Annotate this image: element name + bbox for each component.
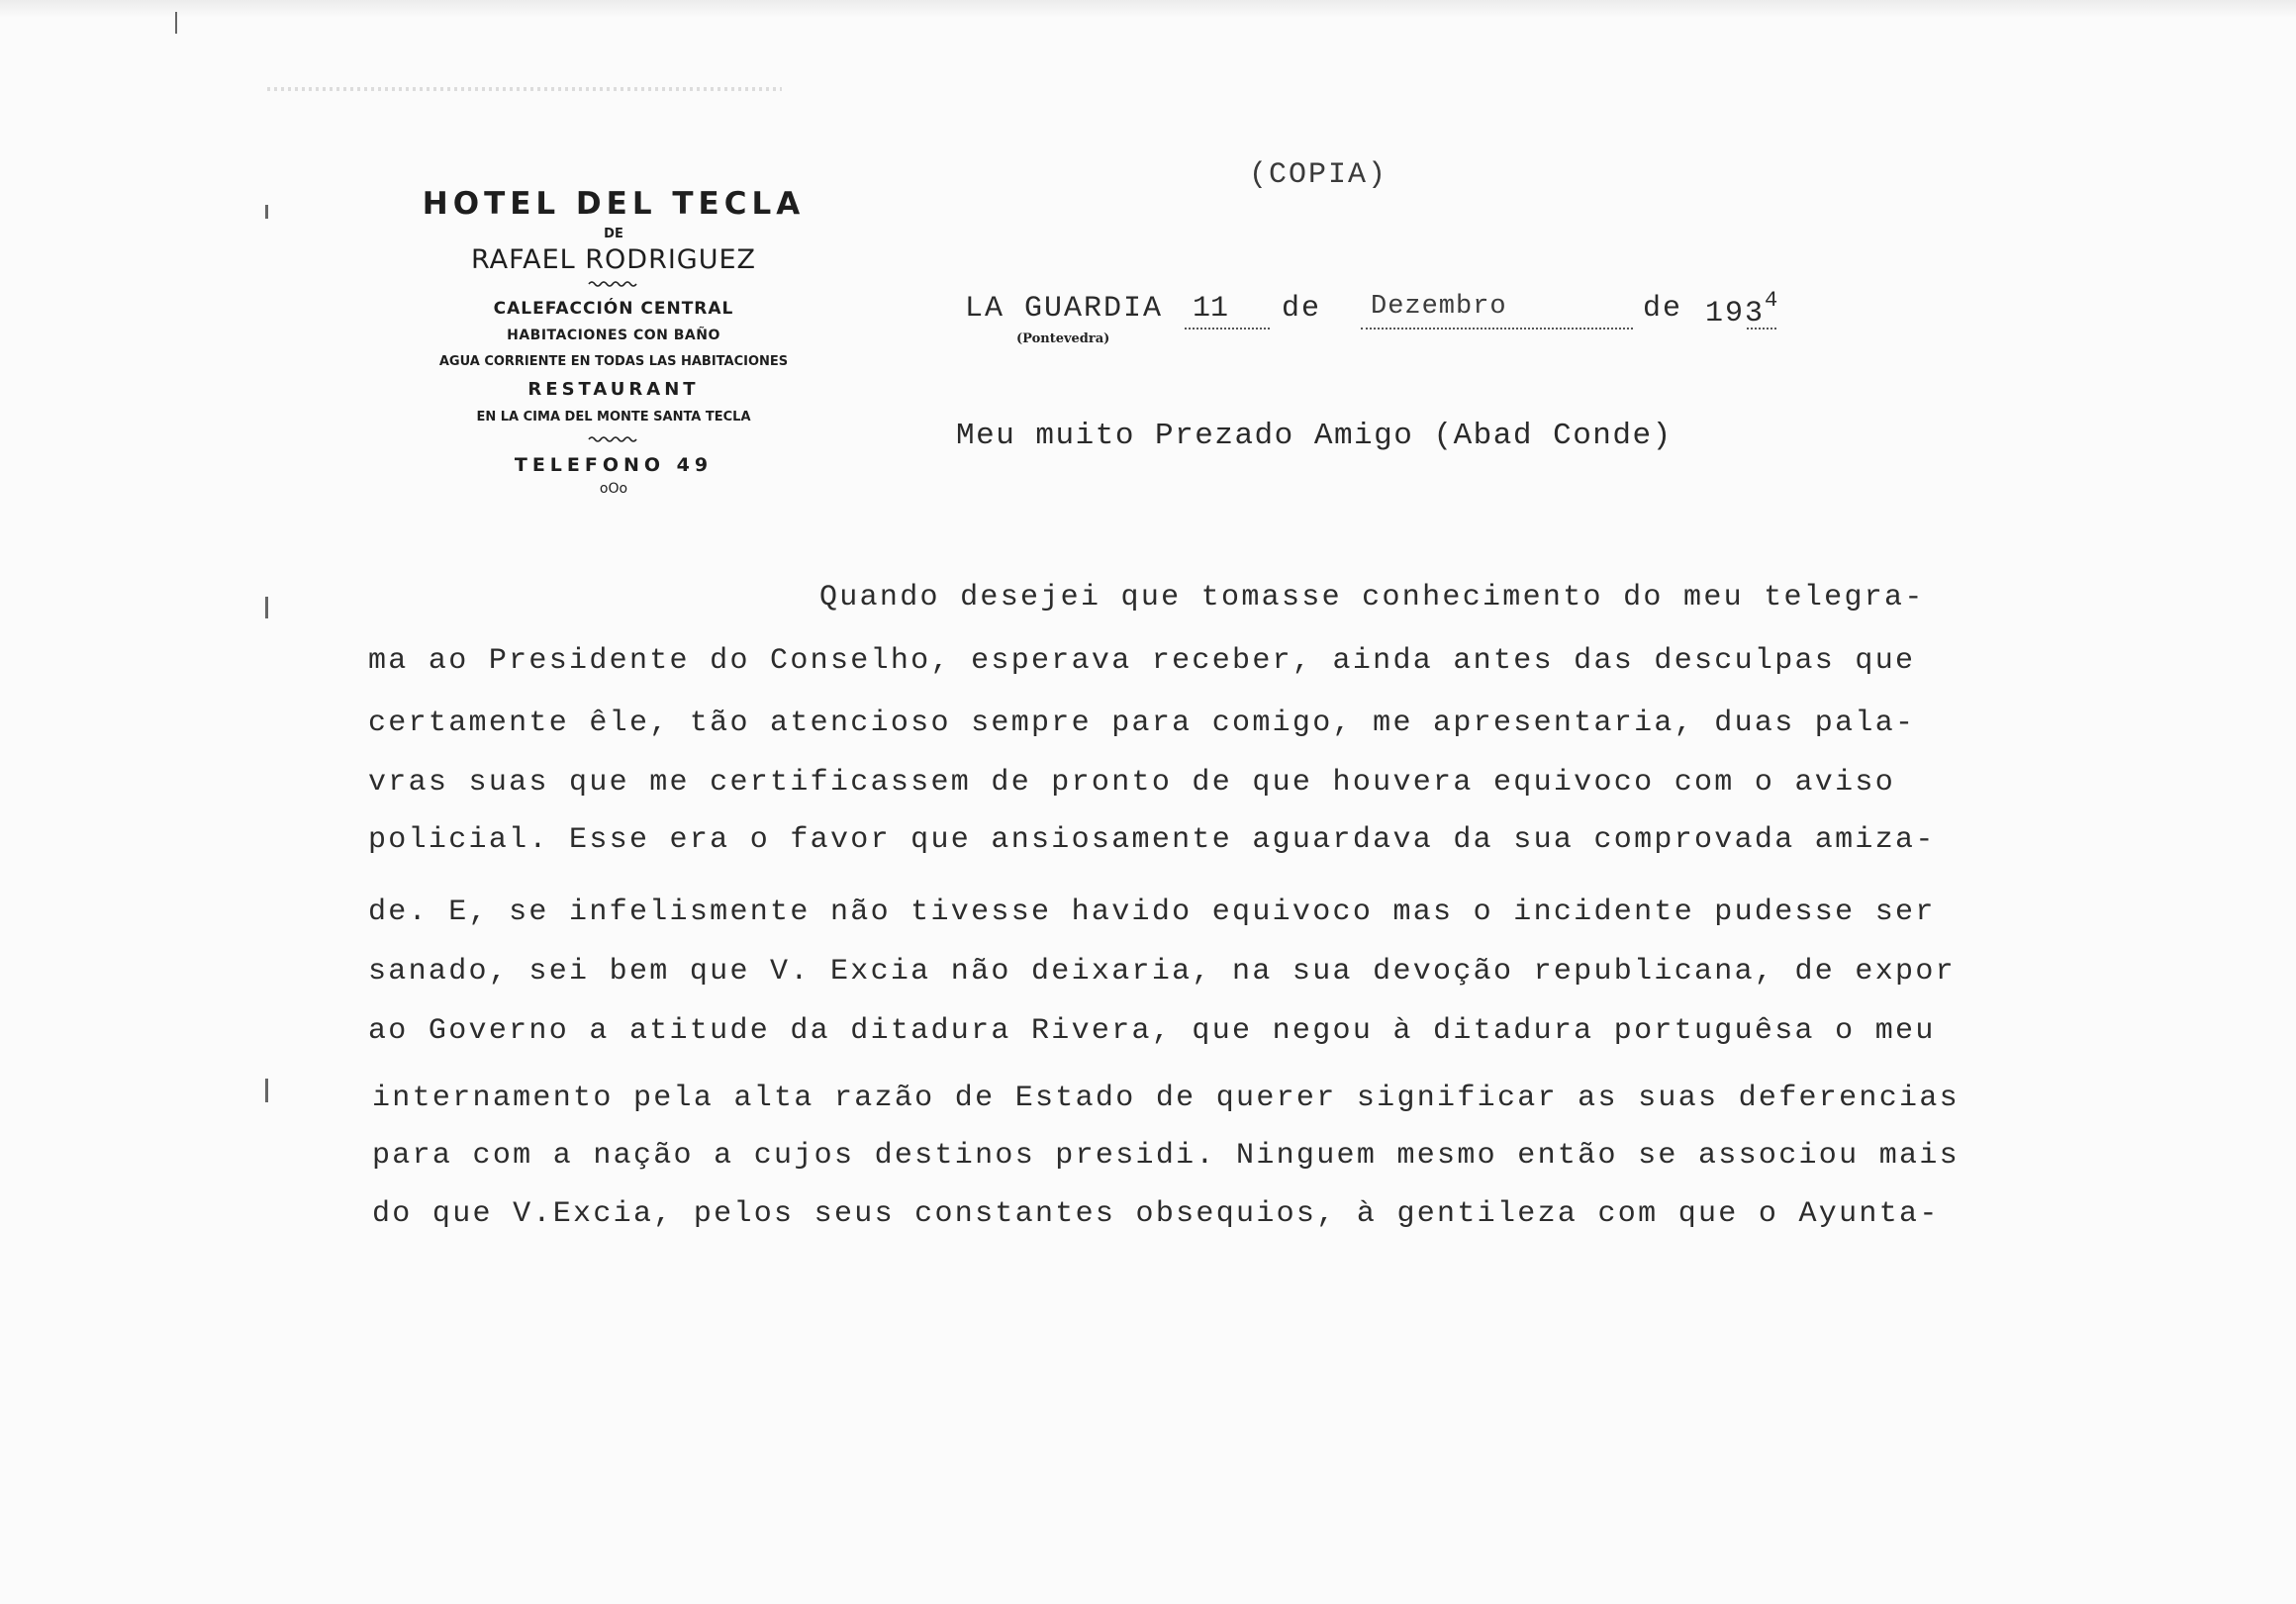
location-line: EN LA CIMA DEL MONTE SANTA TECLA — [476, 410, 751, 425]
letterhead-de: DE — [604, 227, 623, 241]
body-line: policial. Esse era o favor que ansiosamente aguardava da sua comprovada amiza- — [368, 823, 1936, 857]
date-de-2: de — [1643, 292, 1683, 326]
place-name: LA GUARDIA — [965, 292, 1164, 326]
year-printed: 193 — [1705, 297, 1766, 330]
body-line: certamente êle, tão atencioso sempre para comigo, me apresentaria, duas pala- — [368, 707, 1916, 740]
province-name: (Pontevedra) — [1016, 331, 1110, 346]
body-line: de. E, se infelismente não tivesse havido equivoco mas o incidente pudesse ser — [368, 896, 1936, 929]
scan-mark — [175, 12, 177, 34]
month-dotted-line — [1361, 328, 1633, 330]
body-line: vras suas que me certificassem de pronto de que houvera equivoco com o aviso — [368, 766, 1896, 800]
day-dotted-line — [1185, 328, 1270, 330]
telephone-line: TELEFONO 49 — [514, 454, 714, 476]
scan-mark — [265, 1079, 268, 1102]
body-line: Quando desejei que tomasse conhecimento do meu telegra- — [819, 581, 1925, 614]
year-typed-digit: 4 — [1765, 288, 1780, 313]
wave-ornament-icon — [588, 434, 639, 444]
date-year — [1705, 288, 1780, 330]
scan-mark — [265, 205, 268, 219]
scan-edge-shadow — [0, 0, 2296, 18]
salutation: Meu muito Prezado Amigo (Abad Conde) — [956, 419, 1673, 453]
body-line: para com a nação a cujos destinos presidi. Ninguem mesmo então se associou mais — [372, 1139, 1960, 1173]
body-line: sanado, sei bem que V. Excia não deixaria, na sua devoção republicana, de expor — [368, 955, 1956, 989]
body-line: do que V.Excia, pelos seus constantes obsequios, à gentileza com que o Ayunta- — [372, 1197, 1940, 1231]
hotel-name: HOTEL DEL TECLA — [422, 186, 806, 222]
date-month: Dezembro — [1371, 292, 1507, 322]
year-dotted-line — [1747, 328, 1776, 330]
date-day: 11 — [1193, 292, 1229, 326]
water-line: AGUA CORRIENTE EN TODAS LAS HABITACIONES — [438, 354, 789, 369]
body-line: internamento pela alta razão de Estado de querer significar as suas deferencias — [372, 1082, 1960, 1115]
body-line: ma ao Presidente do Conselho, esperava receber, ainda antes das desculpas que — [368, 644, 1916, 678]
rooms-line: HABITACIONES CON BAÑO — [507, 328, 720, 343]
hotel-owner: RAFAEL RODRIGUEZ — [470, 244, 757, 275]
wave-ornament-icon — [588, 279, 639, 289]
closing-ornament: oOo — [599, 481, 628, 497]
heating-line: CALEFACCIÓN CENTRAL — [493, 299, 734, 319]
body-line: ao Governo a atitude da ditadura Rivera, que negou à ditadura portuguêsa o meu — [368, 1014, 1936, 1048]
date-line — [965, 288, 1816, 361]
copy-mark: (COPIA) — [1249, 158, 1388, 192]
scan-speckle — [267, 87, 782, 91]
hotel-letterhead — [376, 184, 851, 498]
scan-mark — [265, 597, 268, 618]
date-de-1: de — [1282, 292, 1322, 326]
restaurant-line: RESTAURANT — [527, 379, 700, 400]
